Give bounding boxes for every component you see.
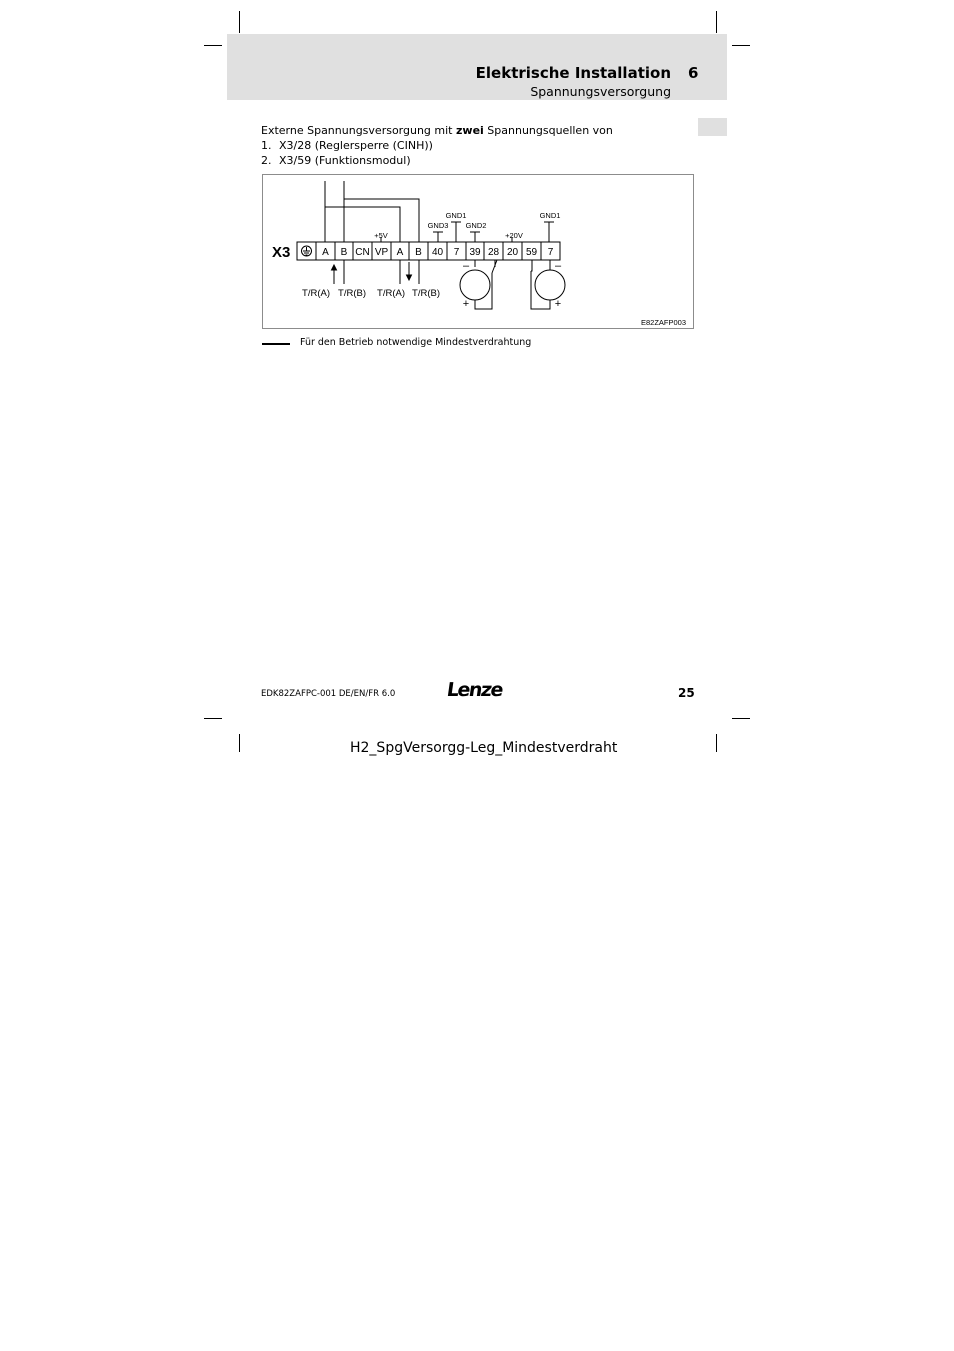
terminal-label: 40	[431, 247, 444, 258]
terminal-label: A	[322, 247, 329, 258]
wiring-diagram	[263, 175, 693, 328]
label-gnd2: GND2	[465, 221, 487, 230]
intro-text-bold: zwei	[456, 124, 484, 137]
list-item-number: 2.	[261, 154, 272, 167]
label-tr-a: T/R(A)	[302, 288, 330, 299]
wiring-diagram-frame	[262, 174, 694, 329]
chapter-title: Elektrische Installation	[475, 64, 671, 82]
connector-label: X3	[272, 244, 291, 261]
terminal-label: VP	[374, 247, 389, 258]
terminal-label: 20	[506, 247, 519, 258]
label-gnd3: GND3	[427, 221, 449, 230]
label-gnd1-right: GND1	[539, 211, 561, 220]
crop-mark	[204, 718, 222, 719]
list-item	[261, 139, 433, 152]
crop-mark	[716, 11, 717, 33]
terminal-label: 28	[487, 247, 500, 258]
figure-code: E82ZAFP003	[640, 318, 686, 327]
terminal-label: B	[415, 247, 422, 258]
source-1-plus: +	[462, 298, 470, 310]
source-2-minus: –	[554, 260, 562, 272]
crop-mark	[732, 718, 750, 719]
voltage-source-1-icon	[460, 270, 490, 300]
list-item-text: X3/28 (Reglersperre (CINH))	[279, 139, 433, 152]
crop-mark	[239, 734, 240, 752]
terminal-label: 59	[525, 247, 538, 258]
source-2-plus: +	[554, 298, 562, 310]
label-plus5v: +5V	[374, 231, 388, 240]
crop-mark	[716, 734, 717, 752]
legend-line	[262, 343, 290, 345]
terminal-label: 39	[469, 247, 481, 258]
source-1-minus: –	[462, 260, 470, 272]
intro-text-after: Spannungsquellen von	[483, 124, 613, 137]
terminal-label: 7	[453, 247, 460, 258]
list-item-number: 1.	[261, 139, 272, 152]
document-code: EDK82ZAFPC-001 DE/EN/FR 6.0	[261, 689, 396, 699]
terminal-label: A	[396, 247, 404, 258]
intro-paragraph	[261, 124, 613, 137]
lenze-logo: Lenze	[445, 679, 504, 701]
terminal-label: 7	[547, 247, 554, 258]
intro-text-before: Externe Spannungsversorgung mit	[261, 124, 456, 137]
job-label: H2_SpgVersorgg-Leg_Mindestverdraht	[350, 740, 618, 756]
bus-wire-a2	[325, 207, 400, 242]
voltage-source-2-icon	[535, 270, 565, 300]
terminal-label: CN	[355, 247, 370, 258]
crop-mark	[732, 45, 750, 46]
legend-text: Für den Betrieb notwendige Mindestverdrahtung	[300, 337, 532, 348]
terminal-label: B	[340, 247, 348, 258]
list-item-text: X3/59 (Funktionsmodul)	[279, 154, 411, 167]
side-tab-marker	[698, 118, 727, 136]
crop-mark	[204, 45, 222, 46]
label-gnd1: GND1	[445, 211, 467, 220]
label-plus20v: +20V	[505, 231, 523, 240]
label-tr-a: T/R(A)	[377, 288, 405, 299]
chapter-subtitle: Spannungsversorgung	[530, 84, 671, 99]
chapter-number: 6	[688, 64, 699, 82]
label-tr-b: T/R(B)	[412, 288, 440, 299]
crop-mark	[239, 11, 240, 33]
page-number: 25	[678, 686, 695, 700]
label-tr-b: T/R(B)	[338, 288, 366, 299]
list-item	[261, 154, 411, 167]
